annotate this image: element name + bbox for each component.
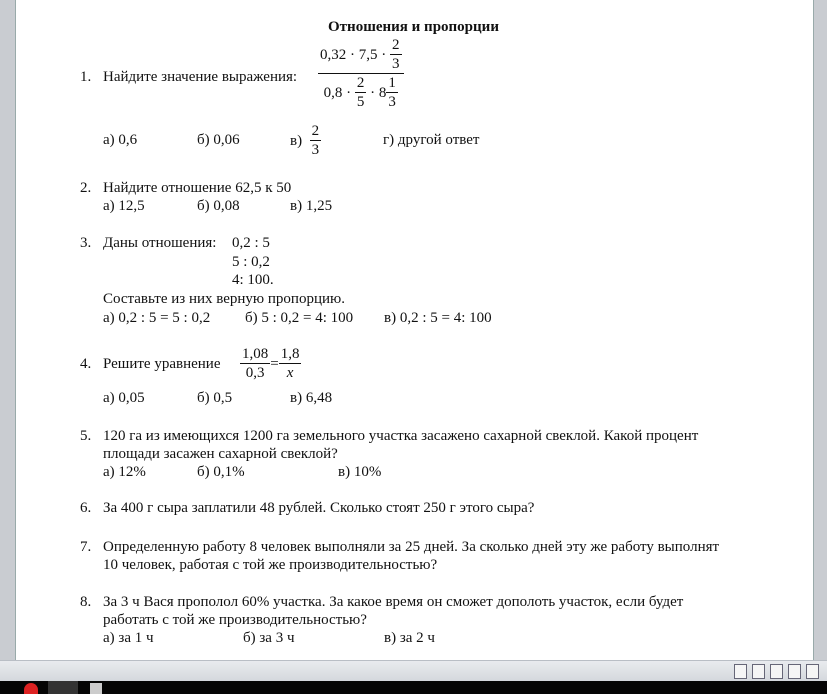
status-bar — [0, 660, 827, 682]
full-screen-reading-view-icon[interactable] — [752, 664, 765, 679]
print-layout-view-icon[interactable] — [734, 664, 747, 679]
q5-line-2: площади засажен сахарной свеклой? — [103, 446, 338, 462]
q1-answer-a: а) 0,6 — [103, 132, 138, 148]
q3-task: Составьте из них верную пропорцию. — [103, 291, 345, 307]
q8-line-1: За 3 ч Вася прополол 60% участка. За какое время он сможет дополоть участок, если будет — [103, 594, 684, 610]
q1-num-fd: 3 — [392, 56, 400, 72]
q8-answer-c: в) за 2 ч — [384, 630, 435, 646]
q4-left-den: 0,3 — [245, 365, 265, 381]
q8-answer-b: б) за 3 ч — [243, 630, 295, 646]
outline-view-icon[interactable] — [788, 664, 801, 679]
q6-text: За 400 г сыра заплатили 48 рублей. Сколько стоят 250 г этого сыра? — [103, 500, 535, 516]
explorer-taskbar-icon[interactable] — [90, 683, 102, 694]
q7-number: 7. — [80, 539, 92, 555]
q4-text: Решите уравнение — [103, 356, 221, 372]
q1-text: Найдите значение выражения: — [103, 69, 298, 85]
q4-answer-c: в) 6,48 — [290, 390, 333, 406]
q4-answer-b: б) 0,5 — [197, 390, 233, 406]
q3-ratio-1: 0,2 : 5 — [232, 235, 270, 251]
q8-answer-a: а) за 1 ч — [103, 630, 154, 646]
q1-answer-b: б) 0,06 — [197, 132, 240, 148]
q4-answer-a: а) 0,05 — [103, 390, 145, 406]
draft-view-icon[interactable] — [806, 664, 819, 679]
q1-den-md: 3 — [388, 94, 396, 110]
q5-number: 5. — [80, 428, 92, 444]
q1-num-a: 0,32 · 7,5 · — [320, 46, 387, 63]
q1-den-fn: 2 — [356, 75, 365, 91]
q4-right-den: x — [286, 365, 294, 381]
q2-answer-a: а) 12,5 — [103, 198, 145, 214]
q1-num-fn: 2 — [392, 37, 400, 53]
q1-number: 1. — [80, 69, 92, 85]
q8-line-2: работать с той же производительностью? — [103, 612, 367, 628]
q5-answer-a: а) 12% — [103, 464, 146, 480]
q1-den-b: · 8 — [370, 84, 387, 101]
q3-text: Даны отношения: — [103, 235, 217, 251]
q1-answer-d: г) другой ответ — [383, 132, 480, 148]
q1-den-a: 0,8 · — [323, 84, 352, 101]
q2-text: Найдите отношение 62,5 к 50 — [103, 180, 292, 196]
q3-answer-c: в) 0,2 : 5 = 4: 100 — [384, 310, 492, 326]
q2-answer-b: б) 0,08 — [197, 198, 240, 214]
q4-number: 4. — [80, 356, 92, 372]
q3-ratio-2: 5 : 0,2 — [232, 254, 270, 270]
word-taskbar-button[interactable] — [48, 681, 78, 694]
q6-number: 6. — [80, 500, 92, 516]
browser-taskbar-icon[interactable] — [24, 683, 38, 694]
q1-answer-c-den: 3 — [311, 142, 320, 158]
q1-den-mn: 1 — [388, 75, 396, 91]
q1-answer-c-label: в) — [290, 132, 303, 149]
q4-equals: = — [270, 355, 279, 372]
q3-answer-b: б) 5 : 0,2 = 4: 100 — [245, 310, 354, 326]
q4-right-num: 1,8 — [280, 346, 300, 362]
q1-expression — [318, 36, 404, 111]
q2-answer-c: в) 1,25 — [290, 198, 333, 214]
q7-line-1: Определенную работу 8 человек выполняли за 25 дней. За сколько дней эту же работу выполнят — [103, 539, 720, 555]
document-title: Отношения и пропорции — [328, 19, 499, 35]
web-layout-view-icon[interactable] — [770, 664, 783, 679]
q1-den-fd: 5 — [356, 94, 365, 110]
q8-number: 8. — [80, 594, 92, 610]
q3-answer-a: а) 0,2 : 5 = 5 : 0,2 — [103, 310, 211, 326]
taskbar — [0, 681, 827, 694]
q4-left-num: 1,08 — [242, 346, 269, 362]
q4-equation — [240, 345, 301, 382]
q2-number: 2. — [80, 180, 92, 196]
q3-number: 3. — [80, 235, 92, 251]
q5-line-1: 120 га из имеющихся 1200 га земельного участка засажено сахарной свеклой. Какой процент — [103, 428, 699, 444]
q5-answer-c: в) 10% — [338, 464, 382, 480]
q3-ratio-3: 4: 100. — [232, 272, 274, 288]
q1-answer-c — [290, 122, 321, 159]
q7-line-2: 10 человек, работая с той же производительностью? — [103, 557, 438, 573]
q5-answer-b: б) 0,1% — [197, 464, 245, 480]
q1-answer-c-num: 2 — [311, 123, 320, 139]
